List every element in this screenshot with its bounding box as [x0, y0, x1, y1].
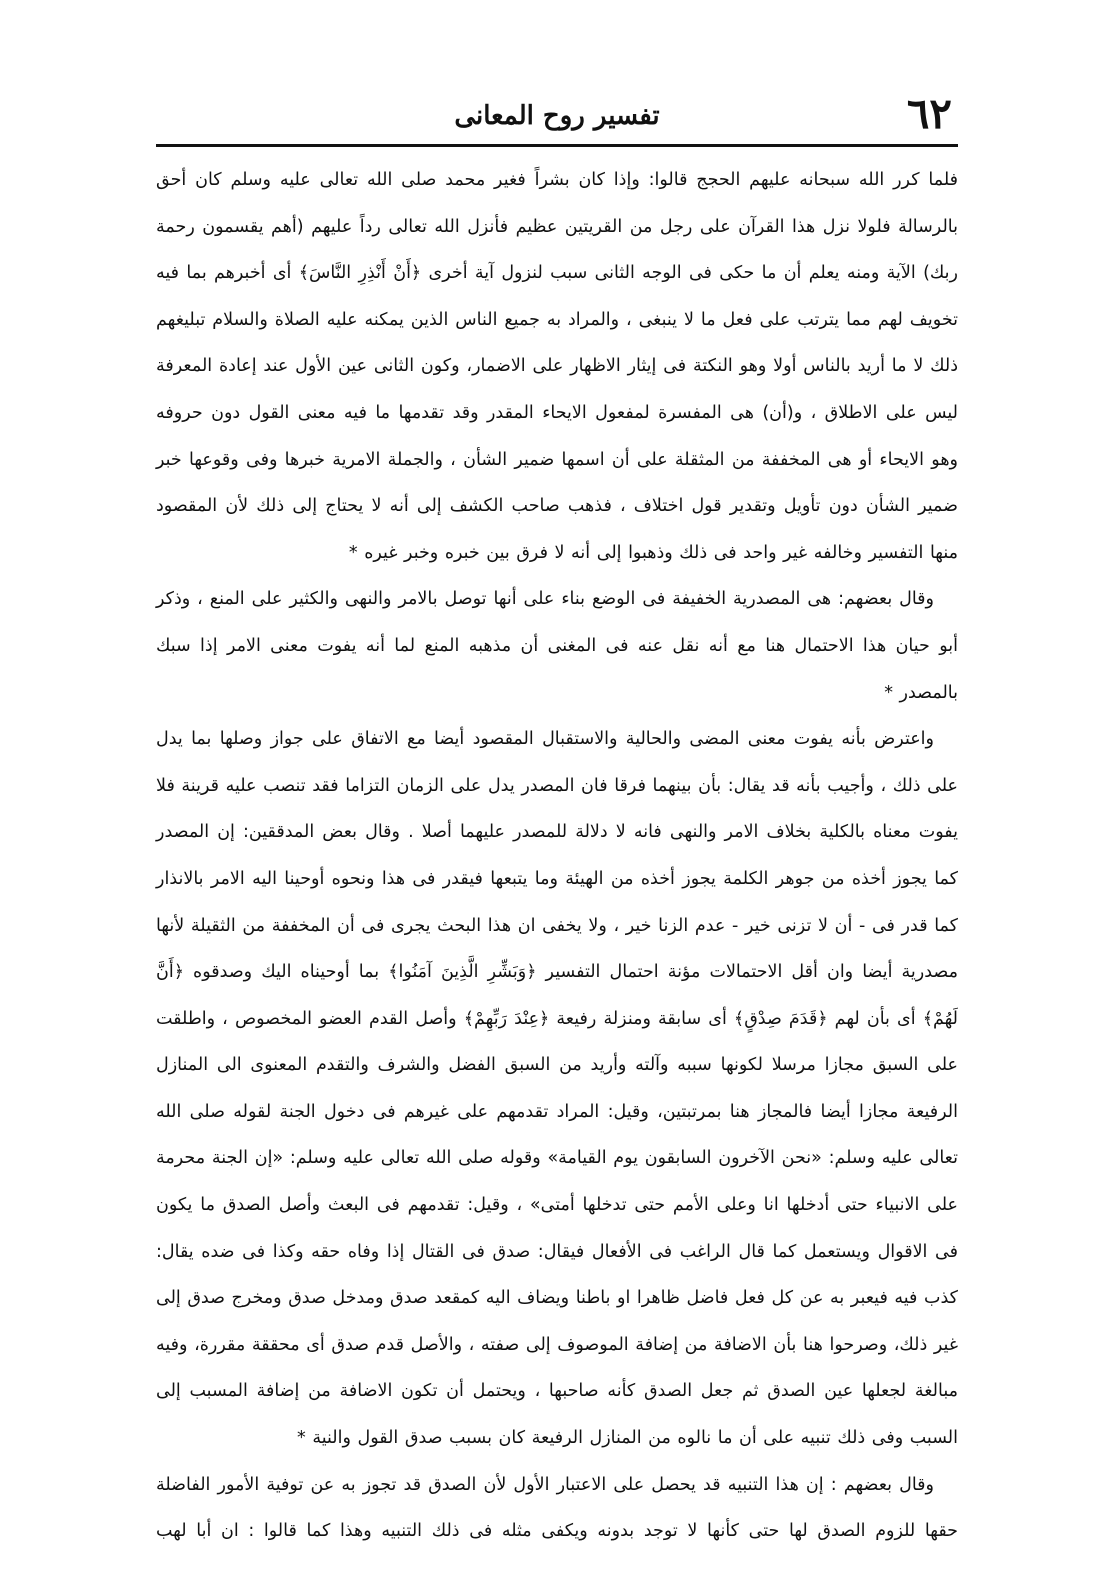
- body-text: [156, 157, 958, 1555]
- paragraph: واعترض بأنه يفوت معنى المضى والحالية والاستقبال المقصود أيضا مع الاتفاق على جواز وصلها بما يدل على ذلك ، وأجيب بأنه قد يقال: بأن بينهما فرقا فان المصدر يدل على الزمان التزاما فقد تنصب عليه قرينة فلا يفوت معناه بالكلية بخلاف الامر والنهى فانه لا دلالة للمصدر عليهما أصلا . وقال بعض المدققين: إن المصدر كما يجوز أخذه من جوهر الكلمة يجوز أخذه من الهيئة وما يتبعها فيقدر فى هذا ونحوه أوحينا اليه الامر بالانذار كما قدر فى - أن لا تزنى خير - عدم الزنا خير ، ولا يخفى ان هذا البحث يجرى فى أن المخففة من الثقيلة لأنها مصدرية أيضا وان أقل الاحتمالات مؤنة احتمال التفسير ﴿وَبَشِّرِ الَّذِينَ آمَنُوا﴾ بما أوحيناه اليك وصدقوه ﴿أَنَّ لَهُمْ﴾ أى بأن لهم ﴿قَدَمَ صِدْقٍ﴾ أى سابقة ومنزلة رفيعة ﴿عِنْدَ رَبِّهِمْ﴾ وأصل القدم العضو المخصوص ، واطلقت على السبق مجازا مرسلا لكونها سببه وآلته وأريد من السبق الفضل والشرف والتقدم المعنوى الى المنازل الرفيعة مجازا أيضا فالمجاز هنا بمرتبتين، وقيل: المراد تقدمهم على غيرهم فى دخول الجنة لقوله صلى الله تعالى عليه وسلم: «نحن الآخرون السابقون يوم القيامة» وقوله صلى الله تعالى عليه وسلم: «إن الجنة محرمة على الانبياء حتى أدخلها انا وعلى الأمم حتى تدخلها أمتى» ، وقيل: تقدمهم فى البعث وأصل الصدق ما يكون فى الاقوال ويستعمل كما قال الراغب فى الأفعال فيقال: صدق فى القتال إذا وفاه حقه وكذا فى ضده يقال: كذب فيه فيعبر به عن كل فعل فاضل ظاهرا او باطنا ويضاف اليه كمقعد صدق ومدخل صدق ومخرج صدق إلى غير ذلك، وصرحوا هنا بأن الاضافة من إضافة الموصوف إلى صفته ، والأصل قدم صدق أى محققة مقررة، وفيه مبالغة لجعلها عين الصدق ثم جعل الصدق كأنه صاحبها ، ويحتمل أن تكون الاضافة من إضافة المسبب إلى السبب وفى ذلك تنبيه على أن ما نالوه من المنازل الرفيعة كان بسبب صدق القول والنية *: [156, 729, 958, 1449]
- paragraph: فلما كرر الله سبحانه عليهم الحجج قالوا: وإذا كان بشراً فغير محمد صلى الله تعالى عليه وسلم كان أحق بالرسالة فلولا نزل هذا القرآن على رجل من القريتين عظيم فأنزل الله تعالى رداً عليهم (أهم يقسمون رحمة ربك) الآية ومنه يعلم أن ما حكى فى الوجه الثانى سبب لنزول آية أخرى ﴿أَنْ أَنْذِرِ النَّاسَ﴾ أى أخبرهم بما فيه تخويف لهم مما يترتب على فعل ما لا ينبغى ، والمراد به جميع الناس الذين يمكنه عليه الصلاة والسلام تبليغهم ذلك لا ما أريد بالناس أولا وهو النكتة فى إيثار الاظهار على الاضمار، وكون الثانى عين الأول عند إعادة المعرفة ليس على الاطلاق ، و(أن) هى المفسرة لمفعول الايحاء المقدر وقد تقدمها ما فيه معنى القول دون حروفه وهو الايحاء أو هى المخففة من المثقلة على أن اسمها ضمير الشأن ، والجملة الامرية خبرها وفى وقوعها خبر ضمير الشأن دون تأويل وتقدير قول اختلاف ، فذهب صاحب الكشف إلى أنه لا يحتاج إلى ذلك لأن المقصود منها التفسير وخالفه غير واحد فى ذلك وذهبوا إلى أنه لا فرق بين خبره وخبر غيره *: [156, 170, 958, 563]
- page-number: ٦٢: [906, 89, 952, 138]
- paragraph: وقال بعضهم : إن هذا التنبيه قد يحصل على الاعتبار الأول لأن الصدق قد تجوز به عن توفية الأمور الفاضلة حقها للزوم الصدق لها حتى كأنها لا توجد بدونه ويكفى مثله فى ذلك التنبيه وهذا كما قالوا : ان أبا لهب: [156, 1474, 958, 1542]
- running-title: تفسير روح المعانى: [454, 101, 660, 131]
- page-header: [156, 86, 958, 147]
- paragraph: وقال بعضهم: هى المصدرية الخفيفة فى الوضع بناء على أنها توصل بالامر والنهى والكثير على المنع ، وذكر أبو حيان هذا الاحتمال هنا مع أنه نقل عنه فى المغنى أن مذهبه المنع لما أنه يفوت معنى الامر إذا سبك بالمصدر *: [156, 589, 958, 703]
